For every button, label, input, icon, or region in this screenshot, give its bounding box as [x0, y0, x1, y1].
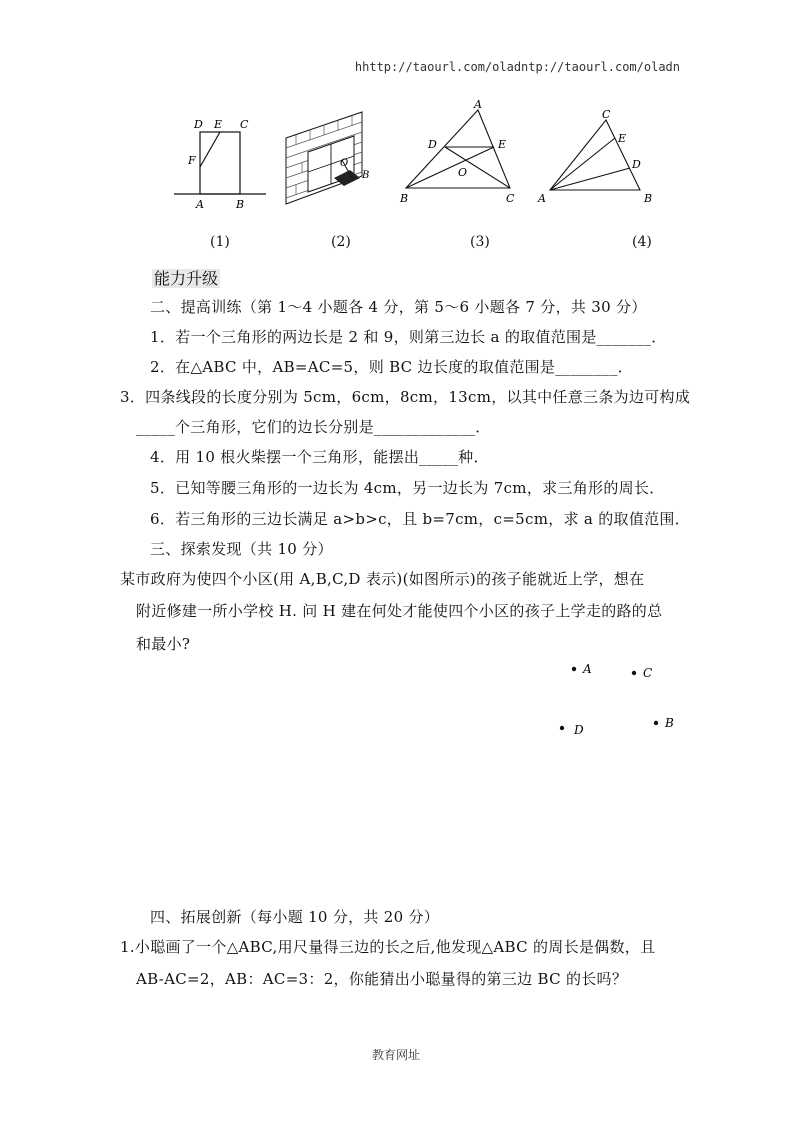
section4-title: 四、拓展创新（每小题 10 分，共 20 分）	[150, 908, 440, 926]
fig1-label-a: A	[196, 198, 204, 211]
fig4-label-e: E	[618, 132, 627, 145]
fig1-caption: (1)	[210, 234, 230, 250]
figure-2-wall-gate	[282, 108, 382, 208]
fig3-label-d: D	[428, 138, 437, 151]
section2-q2: 2．在△ABC 中，AB=AC=5，则 BC 边长度的取值范围是________．	[150, 358, 633, 376]
figure-1-rectangle	[168, 112, 273, 212]
section2-q1: 1．若一个三角形的两边长是 2 和 9，则第三边长 a 的取值范围是_______．	[150, 328, 667, 346]
fig3-label-o: O	[458, 166, 468, 179]
section2-q3-line2: _____个三角形，它们的边长分别是_____________．	[136, 418, 491, 436]
page-footer: 教育网址	[372, 1048, 421, 1062]
section2-title: 二、提高训练（第 1～4 小题各 4 分，第 5～6 小题各 7 分，共 30 分）	[150, 298, 647, 316]
section3-title: 三、探索发现（共 10 分）	[150, 540, 333, 558]
section3-line2: 附近修建一所小学校 H. 问 H 建在何处才能使四个小区的孩子上学走的路的总	[136, 602, 663, 620]
fig3-label-e: E	[498, 138, 507, 151]
section3-line1: 某市政府为使四个小区(用 A,B,C,D 表示)(如图所示)的孩子能就近上学，想在	[120, 570, 645, 588]
section4-q1-line1: 1.小聪画了一个△ABC,用尺量得三边的长之后,他发现△ABC 的周长是偶数，且	[120, 938, 656, 956]
fig2-caption: (2)	[331, 234, 351, 250]
fig4-label-c: C	[602, 108, 611, 121]
point-c	[632, 671, 636, 675]
fig2-label-o: O	[340, 158, 349, 169]
point-a	[572, 667, 576, 671]
point-label-c: C	[643, 666, 653, 680]
fig4-caption: (4)	[632, 234, 652, 250]
fig2-label-b: B	[362, 170, 370, 181]
fig1-label-c: C	[240, 118, 249, 131]
section2-q5: 5．已知等腰三角形的一边长为 4cm，另一边长为 7cm，求三角形的周长．	[150, 479, 665, 497]
points-diagram	[550, 655, 690, 745]
figure-4-triangle	[536, 106, 666, 210]
section2-q4: 4．用 10 根火柴摆一个三角形，能摆出_____种．	[150, 448, 489, 466]
fig1-label-d: D	[194, 118, 203, 131]
point-label-b: B	[665, 716, 674, 730]
section2-q6: 6．若三角形的三边长满足 a>b>c，且 b=7cm，c=5cm，求 a 的取值范围．	[150, 510, 691, 528]
header-url: hhttp://taourl.com/oladntp://taourl.com/oladn	[354, 60, 680, 74]
fig4-label-b: B	[644, 192, 653, 205]
fig1-label-f: F	[188, 154, 196, 167]
section4-q1-line2: AB-AC=2，AB：AC=3：2，你能猜出小聪量得的第三边 BC 的长吗？	[136, 970, 628, 988]
fig4-label-a: A	[538, 192, 546, 205]
point-label-a: A	[583, 662, 592, 676]
section-ability-heading: 能力升级	[154, 269, 219, 288]
figure-3-triangle	[398, 100, 528, 210]
fig1-label-b: B	[236, 198, 245, 211]
point-b	[654, 721, 658, 725]
section3-line3: 和最小?	[136, 635, 191, 653]
fig3-label-a: A	[474, 100, 482, 111]
fig3-caption: (3)	[470, 234, 490, 250]
fig1-label-e: E	[214, 118, 223, 131]
point-label-d: D	[574, 723, 584, 737]
fig4-label-d: D	[632, 158, 641, 171]
fig3-label-c: C	[506, 192, 515, 205]
fig3-label-b: B	[400, 192, 409, 205]
section2-q3-line1: 3．四条线段的长度分别为 5cm，6cm，8cm，13cm，以其中任意三条为边可构成	[120, 388, 691, 406]
point-d	[560, 726, 564, 730]
